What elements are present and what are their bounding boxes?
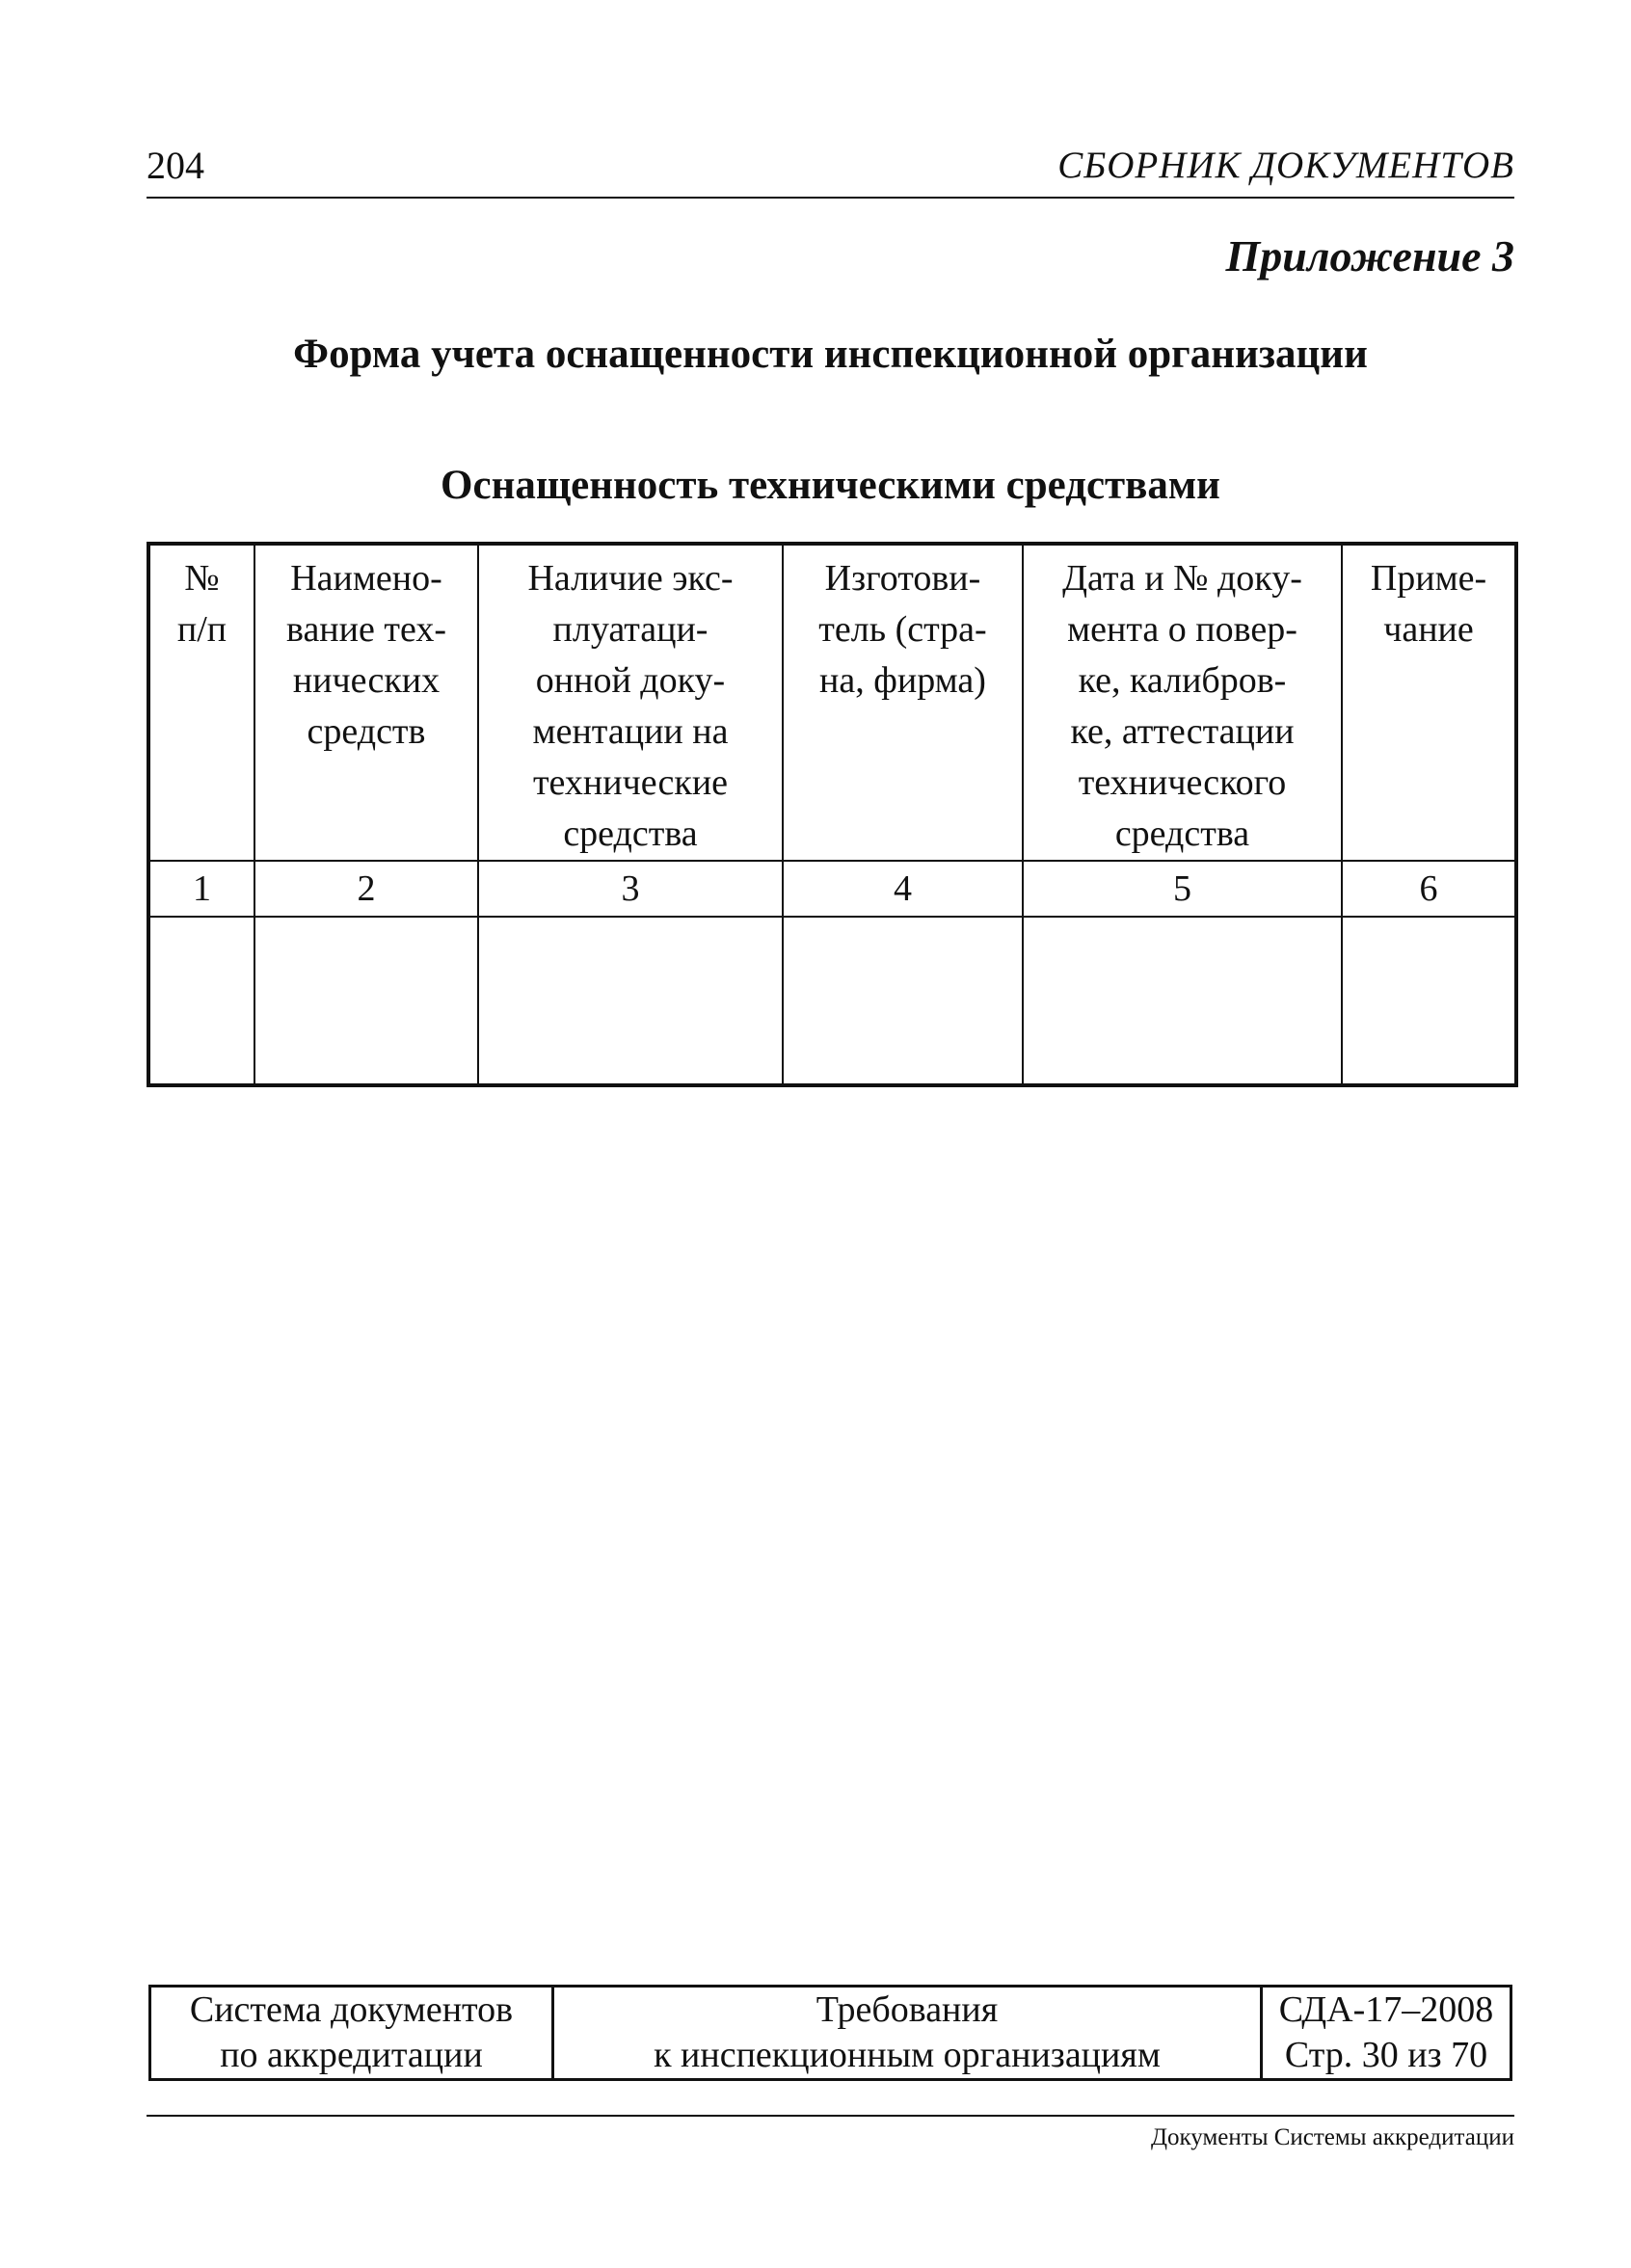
table-header-row (148, 544, 1516, 861)
empty-cell[interactable] (478, 917, 783, 1085)
header-line: Приме- (1370, 558, 1487, 599)
header-line: чание (1383, 609, 1474, 650)
empty-cell[interactable] (254, 917, 478, 1085)
footer-code-cell (1262, 1987, 1511, 2080)
header-line: Изготови- (824, 558, 981, 599)
header-cell-name (254, 544, 478, 861)
publisher-note: Документы Системы аккредитации (1150, 2124, 1514, 2150)
page-number: 204 (147, 144, 204, 187)
header-cell-number (148, 544, 254, 861)
header-line: технические (532, 762, 729, 803)
column-number-cell: 1 (148, 861, 254, 917)
footer-line: к инспекционным организациям (654, 2035, 1161, 2075)
document-footer-box (148, 1985, 1512, 2081)
header-line: ке, калибров- (1078, 660, 1287, 701)
header-line: № (184, 558, 220, 599)
table-caption: Оснащенность техническими средствами (441, 463, 1220, 508)
footer-document-code: СДА-17–2008 (1278, 1989, 1494, 2030)
empty-cell[interactable] (1342, 917, 1516, 1085)
header-line: ке, аттестации (1070, 711, 1295, 752)
running-title: СБОРНИК ДОКУМЕНТОВ (1057, 145, 1514, 186)
header-line: п/п (176, 609, 227, 650)
footer-title-cell (553, 1987, 1262, 2080)
empty-cell[interactable] (783, 917, 1023, 1085)
header-line: тель (стра- (818, 609, 987, 650)
footer-line: Система документов (189, 1989, 514, 2030)
table-row (148, 917, 1516, 1085)
header-line: ментации на (532, 711, 729, 752)
header-cell-note (1342, 544, 1516, 861)
column-number-cell: 5 (1023, 861, 1342, 917)
header-line: средства (563, 814, 698, 854)
form-title: Форма учета оснащенности инспекционной организации (293, 332, 1368, 377)
header-line: Наличие экс- (527, 558, 734, 599)
header-line: средств (307, 711, 426, 752)
empty-cell[interactable] (1023, 917, 1342, 1085)
appendix-label: Приложение 3 (1225, 231, 1514, 280)
column-number-cell: 6 (1342, 861, 1516, 917)
header-line: средства (1114, 814, 1250, 854)
column-number-row (148, 861, 1516, 917)
footer-line: по аккредитации (220, 2035, 483, 2075)
header-line: мента о повер- (1067, 609, 1297, 650)
header-line: Наимено- (290, 558, 442, 599)
header-cell-verification (1023, 544, 1342, 861)
footer-system-cell (150, 1987, 553, 2080)
header-line: технического (1078, 762, 1287, 803)
header-line: вание тех- (286, 609, 446, 650)
column-number-cell: 2 (254, 861, 478, 917)
empty-cell[interactable] (148, 917, 254, 1085)
header-cell-documentation (478, 544, 783, 861)
header-cell-manufacturer (783, 544, 1023, 861)
header-line: Дата и № доку- (1062, 558, 1302, 599)
header-line: на, фирма) (819, 660, 986, 701)
header-line: плуатаци- (552, 609, 709, 650)
header-line: онной доку- (535, 660, 726, 701)
footer-rule (147, 2115, 1514, 2117)
footer-line: Требования (816, 1989, 999, 2030)
column-number-cell: 4 (783, 861, 1023, 917)
header-line: нических (292, 660, 441, 701)
equipment-table (147, 542, 1518, 1087)
column-number-cell: 3 (478, 861, 783, 917)
header-rule (147, 197, 1514, 199)
footer-page-count: Стр. 30 из 70 (1284, 2035, 1488, 2075)
